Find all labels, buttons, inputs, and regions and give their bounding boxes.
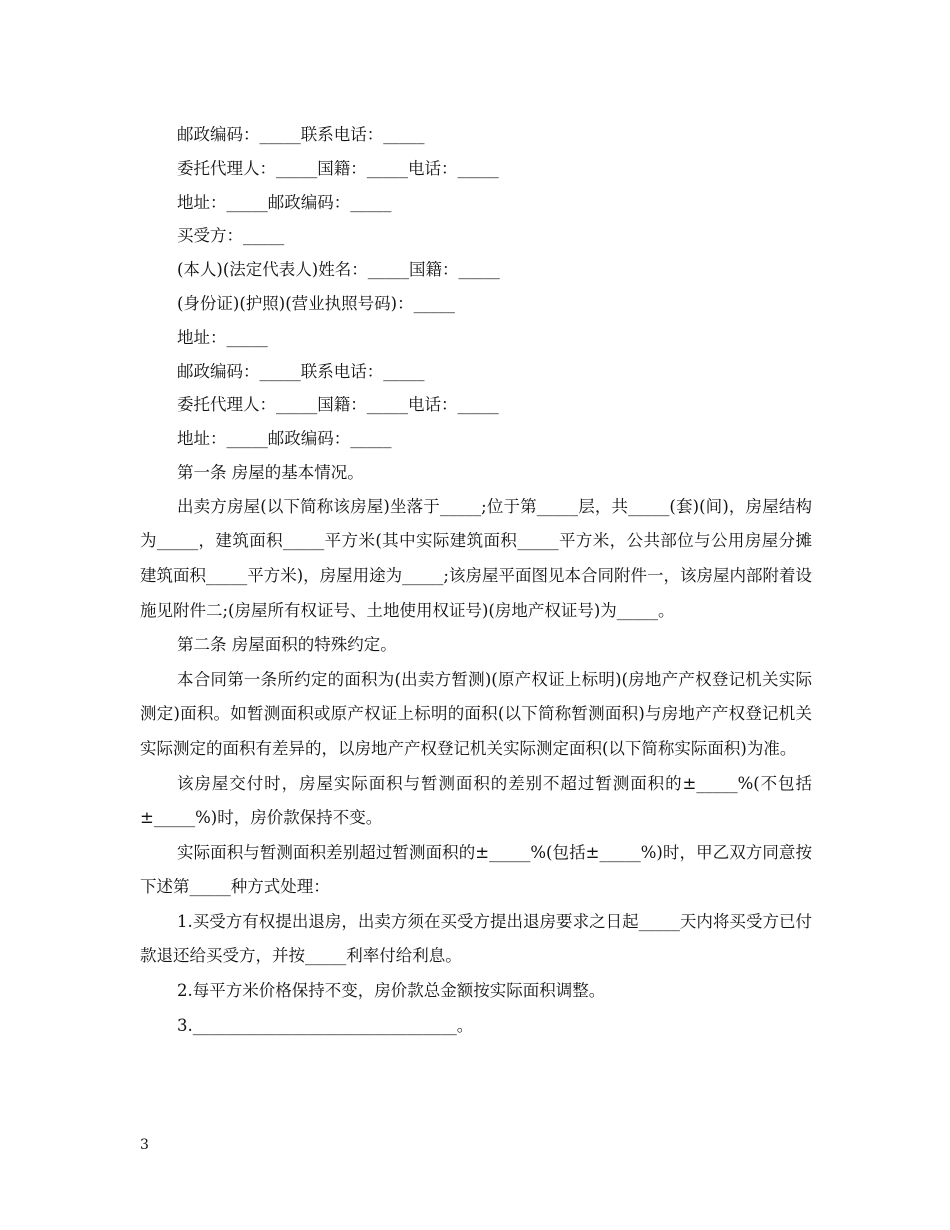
- page-number: 3: [140, 1137, 149, 1153]
- option-3-paragraph: 3.________________________________。: [177, 1015, 474, 1035]
- buyer-agent-address-line: 地址：_____邮政编码：_____: [177, 429, 392, 449]
- buyer-name-nationality-line: (本人)(法定代表人)姓名：_____国籍：_____: [177, 260, 500, 280]
- buyer-agent-line: 委托代理人：_____国籍：_____电话：_____: [177, 395, 499, 415]
- contract-body: [140, 118, 812, 1043]
- seller-agent-line: 委托代理人：_____国籍：_____电话：_____: [177, 158, 499, 178]
- buyer-postal-phone-line: 邮政编码：_____联系电话：_____: [177, 361, 425, 381]
- buyer-id-line: (身份证)(护照)(营业执照号码)：_____: [177, 293, 455, 313]
- area-tolerance-paragraph: 该房屋交付时，房屋实际面积与暂测面积的差别不超过暂测面积的±_____%(不包括±_____%)时，房价款保持不变。: [140, 773, 812, 828]
- area-exceed-paragraph: 实际面积与暂测面积差别超过暂测面积的±_____%(包括±_____%)时，甲乙双方同意按下述第_____种方式处理：: [140, 842, 812, 897]
- article-1-paragraph: 出卖方房屋(以下简称该房屋)坐落于_____;位于第_____层，共_____(套)(间)，房屋结构为_____，建筑面积_____平方米(其中实际建筑面积_____平方米，公共部位与公用房屋分摊建筑面积_____平方米)，房屋用途为_____;该房屋平面图见本合同附件一，该房屋内部附着设施见附件二;(房屋所有权证号、土地使用权证号)(房地产权证号)为_____。: [140, 496, 812, 620]
- article-1-heading: 第一条 房屋的基本情况。: [177, 462, 364, 482]
- article-2-heading: 第二条 房屋面积的特殊约定。: [177, 635, 397, 655]
- option-1-paragraph: 1.买受方有权提出退房，出卖方须在买受方提出退房要求之日起_____天内将买受方已付款退还给买受方，并按_____利率付给利息。: [140, 911, 812, 966]
- buyer-address-line: 地址：_____: [177, 327, 268, 347]
- seller-agent-address-line: 地址：_____邮政编码：_____: [177, 192, 392, 212]
- seller-postal-phone-line: 邮政编码：_____联系电话：_____: [177, 125, 425, 144]
- article-2-paragraph: 本合同第一条所约定的面积为(出卖方暂测)(原产权证上标明)(房地产产权登记机关实际测定)面积。如暂测面积或原产权证上标明的面积(以下简称暂测面积)与房地产产权登记机关实际测定的面积有差异的，以房地产产权登记机关实际测定面积(以下简称实际面积)为准。: [140, 669, 812, 758]
- option-2-paragraph: 2.每平方米价格保持不变，房价款总金额按实际面积调整。: [177, 981, 606, 1001]
- buyer-line: 买受方：_____: [177, 226, 285, 246]
